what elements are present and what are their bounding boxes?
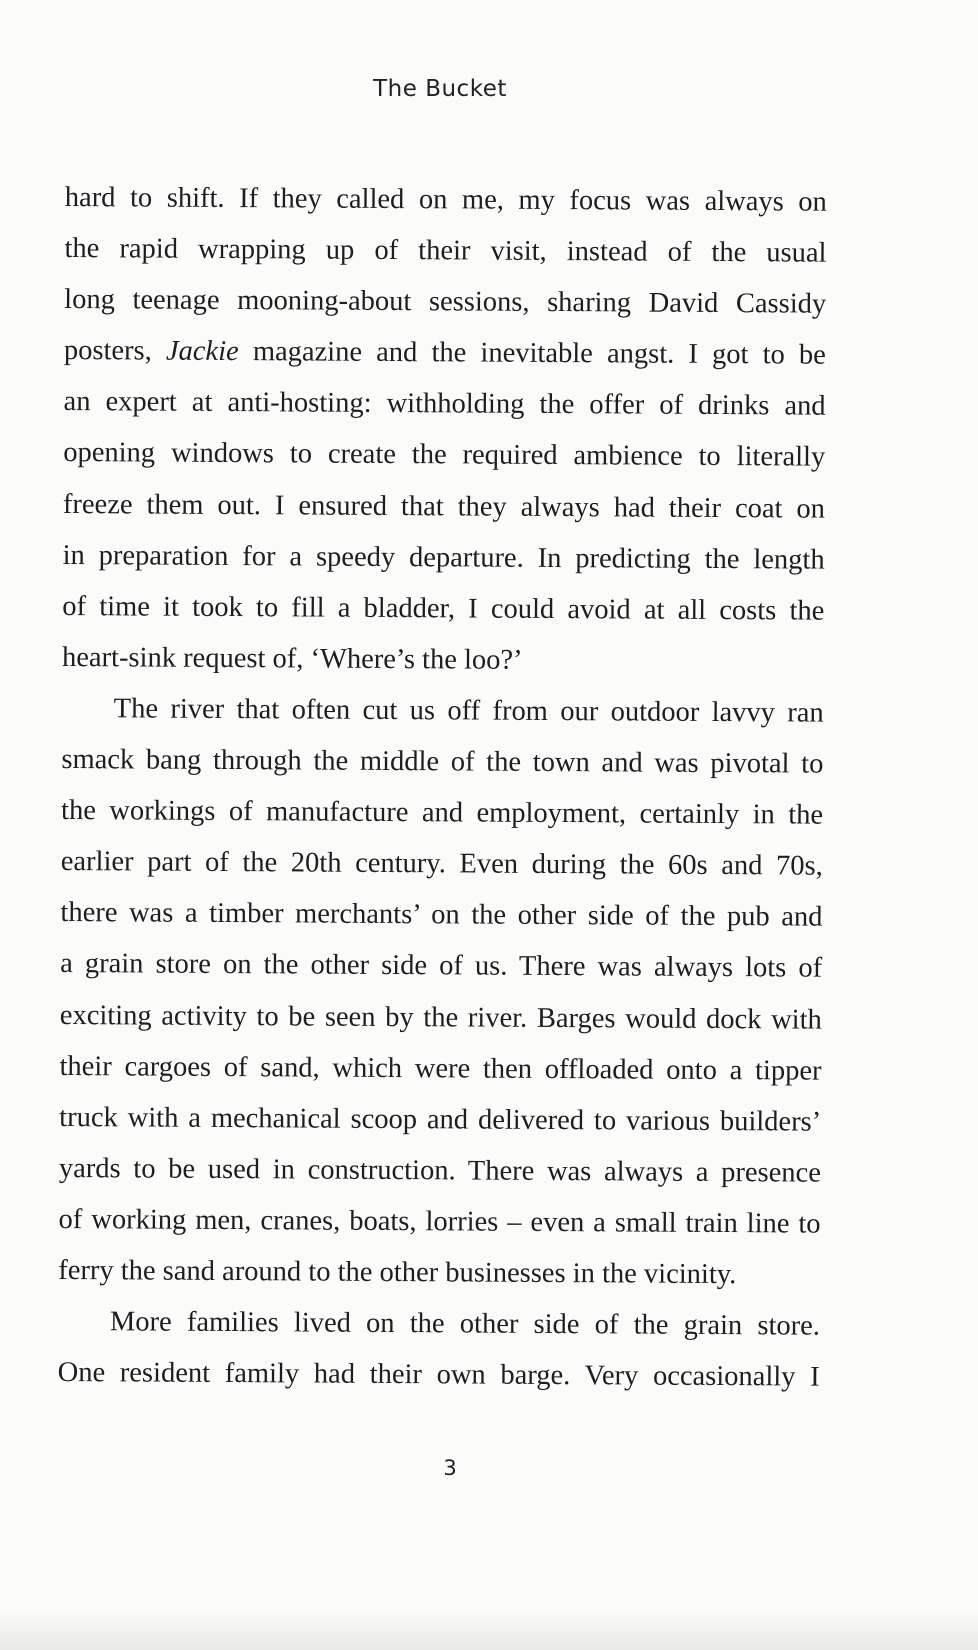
text-line [61, 785, 823, 841]
text-run: of working men, cranes, boats, lorries – even a small train line to [58, 1203, 821, 1240]
text-line [58, 1347, 820, 1403]
text-run: of time it took to fill a bladder, I could avoid at all costs the [62, 590, 825, 627]
page-number: 3 [443, 1456, 457, 1480]
text-line [63, 427, 825, 483]
page-edge-shadow [0, 1610, 978, 1650]
text-line [64, 325, 826, 381]
text-run: the rapid wrapping up of their visit, instead of the usual [64, 233, 827, 269]
text-line [58, 1194, 820, 1250]
text-line [65, 172, 827, 228]
text-run: hard to shift. If they called on me, my focus was always on [64, 181, 827, 218]
text-line [62, 581, 824, 637]
text-line [62, 683, 824, 739]
text-run: heart-sink request of, ‘Where’s the loo?’ [61, 641, 523, 676]
text-line [63, 376, 825, 432]
text-run: truck with a mechanical scoop and delivered to various builders’ [59, 1101, 822, 1138]
text-line [59, 1143, 821, 1199]
text-line [59, 1041, 821, 1097]
running-head: The Bucket [373, 76, 507, 102]
text-run: smack bang through the middle of the town and was pivotal to [61, 744, 824, 780]
text-run: earlier part of the 20th century. Even during the 60s and 70s, [60, 846, 823, 882]
text-line [61, 836, 823, 892]
text-line [64, 274, 826, 330]
text-run: an expert at anti-hosting: withholding the offer of drinks and [63, 386, 826, 423]
italic-title: Jackie [165, 335, 239, 368]
text-line [58, 1296, 820, 1352]
text-run: magazine and the inevitable angst. I got to be [238, 336, 826, 371]
text-run: opening windows to create the required ambience to literally [63, 437, 826, 474]
text-run: yards to be used in construction. There was always a presence [58, 1152, 821, 1189]
text-line [63, 530, 825, 586]
text-line [64, 223, 826, 279]
text-line [61, 734, 823, 790]
text-run: ferry the sand around to the other businesses in the vicinity. [58, 1254, 737, 1291]
text-line [60, 887, 822, 943]
text-run: freeze them out. I ensured that they always had their coat on [62, 488, 826, 525]
text-run: a grain store on the other side of us. There was always lots of [60, 948, 823, 985]
text-line [63, 479, 825, 535]
text-run: the workings of manufacture and employment, certainly in the [61, 795, 824, 831]
body-text [58, 172, 827, 1403]
text-run: posters, [63, 335, 167, 367]
text-line [60, 938, 822, 994]
text-run: One resident family had their own barge. Very occasionally I [57, 1357, 820, 1393]
text-run: More families lived on the other side of the grain store. [109, 1306, 821, 1342]
text-line [59, 1092, 821, 1148]
text-run: exciting activity to be seen by the river. Barges would dock with [59, 999, 822, 1036]
text-line [62, 632, 824, 688]
text-run: there was a timber merchants’ on the other side of the pub and [60, 897, 823, 933]
text-run: in preparation for a speedy departure. In predicting the length [62, 539, 825, 576]
text-run: long teenage mooning-about sessions, sharing David Cassidy [64, 284, 827, 320]
text-line [58, 1245, 820, 1301]
text-run: their cargoes of sand, which were then offloaded onto a tipper [59, 1050, 822, 1087]
text-line [60, 989, 822, 1045]
text-run: The river that often cut us off from our outdoor lavvy ran [113, 693, 824, 729]
